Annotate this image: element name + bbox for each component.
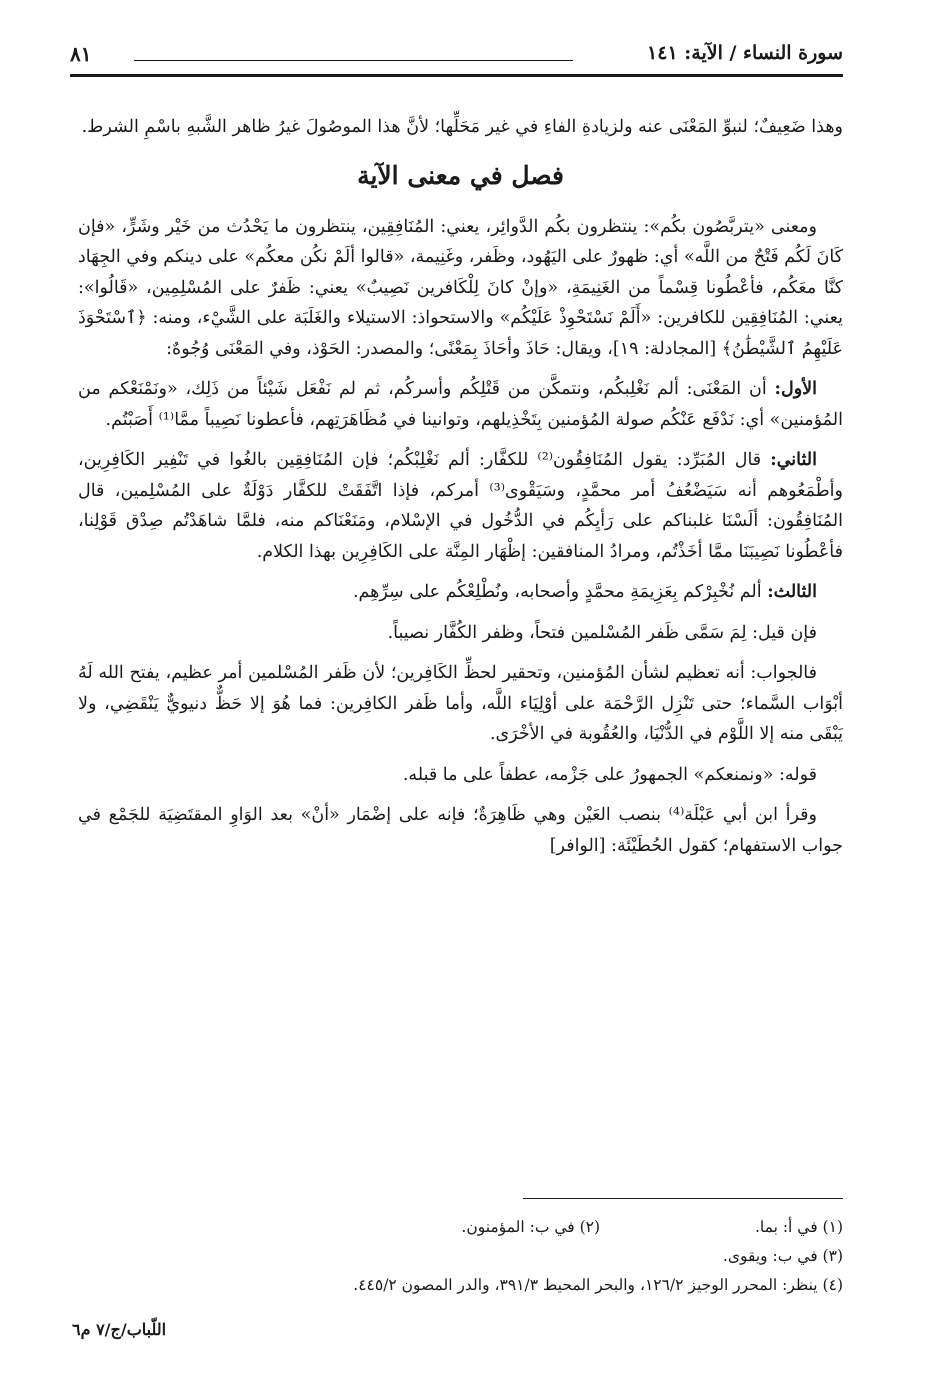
footnote-3: (٣) في ب: ويقوى. xyxy=(722,1247,843,1265)
header-rule xyxy=(70,74,843,77)
intro-paragraph: وهذا ضَعِيفٌ؛ لنبوِّ المَعْنَى عنه ولزيادةِ الفاءِ في غير مَحَلِّها؛ لأنَّ هذا الموصُولَ غيرُ ظاهر الشَّبهِ باسْمِ الشرط. xyxy=(81,117,843,137)
reading-paragraph: وقرأ ابن أبي عَبْلَة⁽⁴⁾ بنصب العَيْن وهي ظَاهِرَةٌ؛ فإنه على إضْمَار «أنْ» بعد الوَاوِ المقتَضِيَة للجَمْع في جواب الاستفهام؛ كقول الحُطَيْئَة: [الوافر] xyxy=(78,805,843,856)
footnote-4: (٤) ينظر: المحرر الوجيز ١٢٦/٢، والبحر المحيط ٣٩١/٣، والدر المصون ٤٤٥/٢. xyxy=(353,1276,843,1294)
footnote-rule xyxy=(523,1198,843,1199)
qawluh-paragraph: قوله: «ونمنعكم» الجمهورُ على جَزْمه، عطفاً على ما قبله. xyxy=(402,764,817,785)
running-header xyxy=(70,42,843,76)
second-view-label: الثاني: xyxy=(770,450,817,470)
second-view-text: قال المُبَرِّد: يقول المُنَافِقُون⁽²⁾ للكفَّار: ألم نَغْلِبْكُم؛ فإن المُنَافِقِين بالغُوا في تَنْفِير الكَافِرِين، وأطْمَعُوهم أنه سَيَضْعُفُ أمر محمَّدٍ، وسَيَقْوى⁽³⁾ أمركم، فإذا اتَّفَقَتْ للكفَّار دَوْلَةٌ على المُسْلِمين، قال المُنَافِقُون: ألَسْنَا غلبناكم على رَأيِكُم في الدُّخُول في الإسْلام، ومَنَعْنَاكم منه، فلمَّا شاهَدْتُم صِدْق قَوْلِنا، فأعْطُونا نَصِيبَنَا ممَّا أخَذْتُم، ومرادُ المنافقين: إظْهَار المِنَّة على الكَافِرِين بهذا الكلام. xyxy=(78,450,843,562)
signature-mark: اللّباب/ج/٧ م٦ xyxy=(72,1320,167,1339)
header-leader-line xyxy=(134,60,573,61)
footnote-2: (٢) في ب: المؤمنون. xyxy=(461,1218,601,1236)
main-text xyxy=(78,112,843,871)
first-view-text: أن المَعْنَى: ألم نَغْلِبكُم، ونتمكَّن من قَتْلِكُم وأسركُم، ثم لم نَفْعَل شَيْئاً من ذَلِك، «ونَمْنَعْكم من المُؤمنين» أي: نَدْفَع عَنْكُم صولة المُؤمنين بِتَخْذِيلهم، وتوانينا في مُظَاهَرَتِهم، فأعطونا نَصِيباً ممَّا⁽¹⁾ أَصَبْتُم. xyxy=(78,379,843,430)
footnotes xyxy=(78,1198,843,1300)
page-number: ٨١ xyxy=(70,42,92,66)
answer-paragraph: فالجواب: أنه تعظيم لشأن المُؤمنين، وتحقير لحظِّ الكَافِرين؛ لأن ظَفر المُسْلمين أمر عظيم، يفتح الله لَهُ أبْوَاب السَّماء؛ حتى تَنْزِل الرَّحْمَة على أوْلِيَاء اللَّه، وأما ظَفر الكافِرين: فما هُوَ إلا حَظٌّ دنيويٌّ يَنْقَضِي، ولا يَبْقَى منه إلا اللَّوْم في الدُّنْيَا، والعُقُوبة في الأخْرَى. xyxy=(78,663,843,744)
question-paragraph: فإن قيل: لِمَ سَمَّى ظَفر المُسْلمين فتحاً، وظفر الكُفَّار نصيباً. xyxy=(387,622,817,643)
footnote-row-1-2 xyxy=(78,1213,843,1242)
section-heading: فصل في معنى الآية xyxy=(357,160,564,190)
first-view-label: الأول: xyxy=(774,379,817,399)
third-view-paragraph xyxy=(78,577,843,608)
header-title: سورة النساء / الآية: ١٤١ xyxy=(647,42,843,64)
footnote-1: (١) في أ: بما. xyxy=(754,1218,843,1236)
meaning-paragraph: ومعنى «يتربَّصُون بكُم»: ينتظرون بكُم الدَّوائِر، يعني: المُنَافِقِين، ينتظرون ما يَحْدُث من خَيْر وشَرٍّ، «فإن كَانَ لَكُم فَتْحٌ من اللَّه» أي: ظهورٌ على اليَهُود، وظَفر، وغَنِيمة، «قالوا ألَمْ نكُن معكُم» على دينكم وفي الجِهَاد كنَّا معَكُم، فأعْطُونا قِسْماً من الغَنِيمَةِ، «وإنْ كانَ لِلْكَافرين نَصِيبٌ» يعني: ظَفرٌ على المُسْلِمِين، «قَالُوا»: يعني: المُنَافِقِين للكافرين: «أَلَمْ نَسْتَحْوِذْ عَلَيْكُم» والاستحواذ: الاستيلاء والغَلَبَة على الشَّيْء، ومنه: ﴿ٱسْتَحْوَذَ عَلَيْهِمُ ٱلشَّيْطَٰنُ﴾ [المجادلة: ١٩]، ويقال: حَاذَ وأحَاذَ بِمَعْنًى؛ والمصدر: الحَوْذ، وفي المَعْنَى وُجُوهٌ: xyxy=(78,216,843,359)
first-view-paragraph xyxy=(78,374,843,435)
second-view-paragraph xyxy=(78,445,843,567)
third-view-text: ألم نُخْبِرْكم بِعَزِيمَةِ محمَّدٍ وأصحابه، ونُطْلِعْكُم على سِرِّهِم. xyxy=(352,582,762,602)
third-view-label: الثالث: xyxy=(767,582,817,602)
